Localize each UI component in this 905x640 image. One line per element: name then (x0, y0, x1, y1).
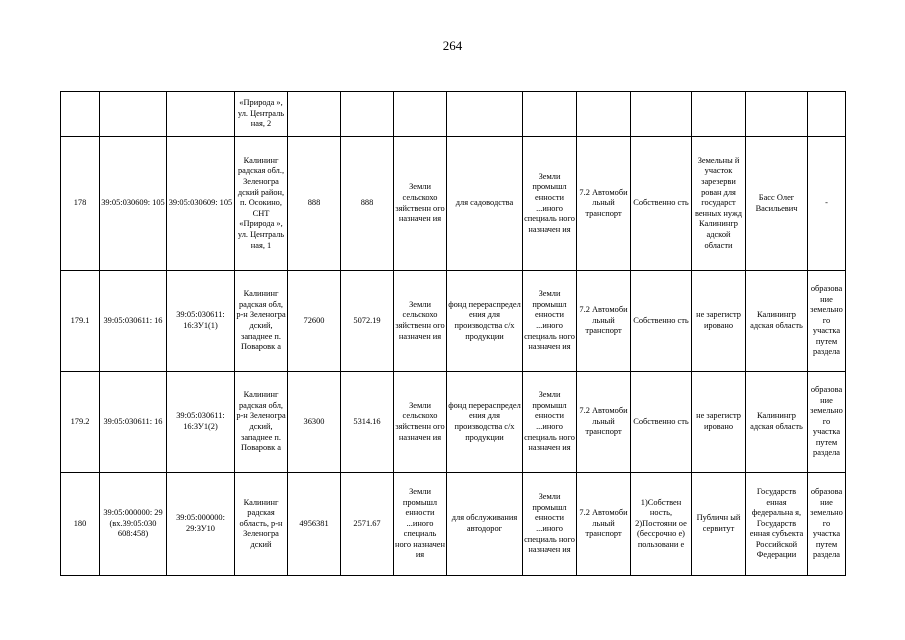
new-permitted-use-cell (577, 92, 631, 137)
permitted-use-cell: фонд перераспредел ения для производства с/х продукции (447, 372, 523, 473)
new-permitted-use-cell: 7.2 Автомоби льный транспорт (577, 137, 631, 271)
right-holder-cell: Басс Олег Васильевич (746, 137, 808, 271)
page-number: 264 (442, 38, 463, 53)
purpose-cell: образование земельного участка путем раздела (808, 473, 846, 576)
new-cadastral-number-cell: 39:05:000000: 29:ЗУ10 (167, 473, 235, 576)
table-row (61, 92, 846, 137)
new-land-category-cell: Земли промышл енности ...иного специаль ного назначен ия (523, 473, 577, 576)
table-row (61, 271, 846, 372)
purpose-cell: образование земельного участка путем раздела (808, 372, 846, 473)
area-part-cell: 5072.19 (341, 271, 394, 372)
address-cell: Калининг радская обл, р-н Зеленогра дский, западнее п. Поваровк а (235, 271, 288, 372)
row-number-cell (61, 92, 100, 137)
area-total-cell: 4956381 (288, 473, 341, 576)
notes-cell: Земельны й участок зарезерви рован для государст венных нужд Калинингр адской области (692, 137, 746, 271)
right-type-cell: Собственно сть (631, 372, 692, 473)
new-land-category-cell: Земли промышл енности ...иного специаль ного назначен ия (523, 137, 577, 271)
new-permitted-use-cell: 7.2 Автомоби льный транспорт (577, 473, 631, 576)
right-holder-cell: Калинингр адская область (746, 372, 808, 473)
notes-cell (692, 92, 746, 137)
table-row (61, 137, 846, 271)
row-number-cell: 178 (61, 137, 100, 271)
right-type-cell (631, 92, 692, 137)
notes-cell: не зарегистр ировано (692, 271, 746, 372)
row-number-cell: 179.2 (61, 372, 100, 473)
land-category-cell: Земли сельскохо зяйственн ого назначен ия (394, 372, 447, 473)
table-row (61, 473, 846, 576)
address-cell: Калининг радская обл., Зеленогра дский район, п. Осокино, СНТ «Природа », ул. Централь ная, 1 (235, 137, 288, 271)
area-part-cell (341, 92, 394, 137)
source-cadastral-number-cell: 39:05:030611: 16 (100, 372, 167, 473)
right-type-cell: Собственно сть (631, 271, 692, 372)
area-part-cell: 2571.67 (341, 473, 394, 576)
right-holder-cell: Калинингр адская область (746, 271, 808, 372)
notes-cell: не зарегистр ировано (692, 372, 746, 473)
source-cadastral-number-cell: 39:05:000000: 29 (вх.39:05:030 608:458) (100, 473, 167, 576)
address-cell: «Природа », ул. Централь ная, 2 (235, 92, 288, 137)
right-type-cell: 1)Собствен ность, 2)Постояни ое (бессрочно е) пользовани е (631, 473, 692, 576)
source-cadastral-number-cell (100, 92, 167, 137)
permitted-use-cell: для обслуживания автодорог (447, 473, 523, 576)
new-cadastral-number-cell: 39:05:030609: 105 (167, 137, 235, 271)
permitted-use-cell: для садоводства (447, 137, 523, 271)
purpose-cell: - (808, 137, 846, 271)
area-part-cell: 888 (341, 137, 394, 271)
address-cell: Калининг радская обл, р-н Зеленогра дский, западнее п. Поваровк а (235, 372, 288, 473)
land-plots-table (60, 91, 846, 576)
area-total-cell: 72600 (288, 271, 341, 372)
right-holder-cell: Государств енная федеральна я, Государств енная субъекта Российской Федерации (746, 473, 808, 576)
purpose-cell: образование земельного участка путем раздела (808, 271, 846, 372)
new-cadastral-number-cell: 39:05:030611: 16:ЗУ1(2) (167, 372, 235, 473)
new-land-category-cell: Земли промышл енности ...иного специаль ного назначен ия (523, 271, 577, 372)
right-type-cell: Собственно сть (631, 137, 692, 271)
land-category-cell: Земли сельскохо зяйственн ого назначен ия (394, 271, 447, 372)
area-total-cell (288, 92, 341, 137)
row-number-cell: 180 (61, 473, 100, 576)
table-row (61, 372, 846, 473)
permitted-use-cell (447, 92, 523, 137)
source-cadastral-number-cell: 39:05:030609: 105 (100, 137, 167, 271)
new-land-category-cell (523, 92, 577, 137)
notes-cell: Публичн ый сервитут (692, 473, 746, 576)
land-category-cell: Земли промышл енности ...иного специаль ного назначен ия (394, 473, 447, 576)
new-permitted-use-cell: 7.2 Автомоби льный транспорт (577, 271, 631, 372)
purpose-cell (808, 92, 846, 137)
land-category-cell: Земли сельскохо зяйственн ого назначен ия (394, 137, 447, 271)
area-part-cell: 5314.16 (341, 372, 394, 473)
area-total-cell: 36300 (288, 372, 341, 473)
new-cadastral-number-cell (167, 92, 235, 137)
land-category-cell (394, 92, 447, 137)
row-number-cell: 179.1 (61, 271, 100, 372)
new-land-category-cell: Земли промышл енности ...иного специаль ного назначен ия (523, 372, 577, 473)
source-cadastral-number-cell: 39:05:030611: 16 (100, 271, 167, 372)
new-cadastral-number-cell: 39:05:030611: 16:ЗУ1(1) (167, 271, 235, 372)
permitted-use-cell: фонд перераспредел ения для производства с/х продукции (447, 271, 523, 372)
right-holder-cell (746, 92, 808, 137)
area-total-cell: 888 (288, 137, 341, 271)
new-permitted-use-cell: 7.2 Автомоби льный транспорт (577, 372, 631, 473)
address-cell: Калининг радская область, р-н Зеленогра дский (235, 473, 288, 576)
